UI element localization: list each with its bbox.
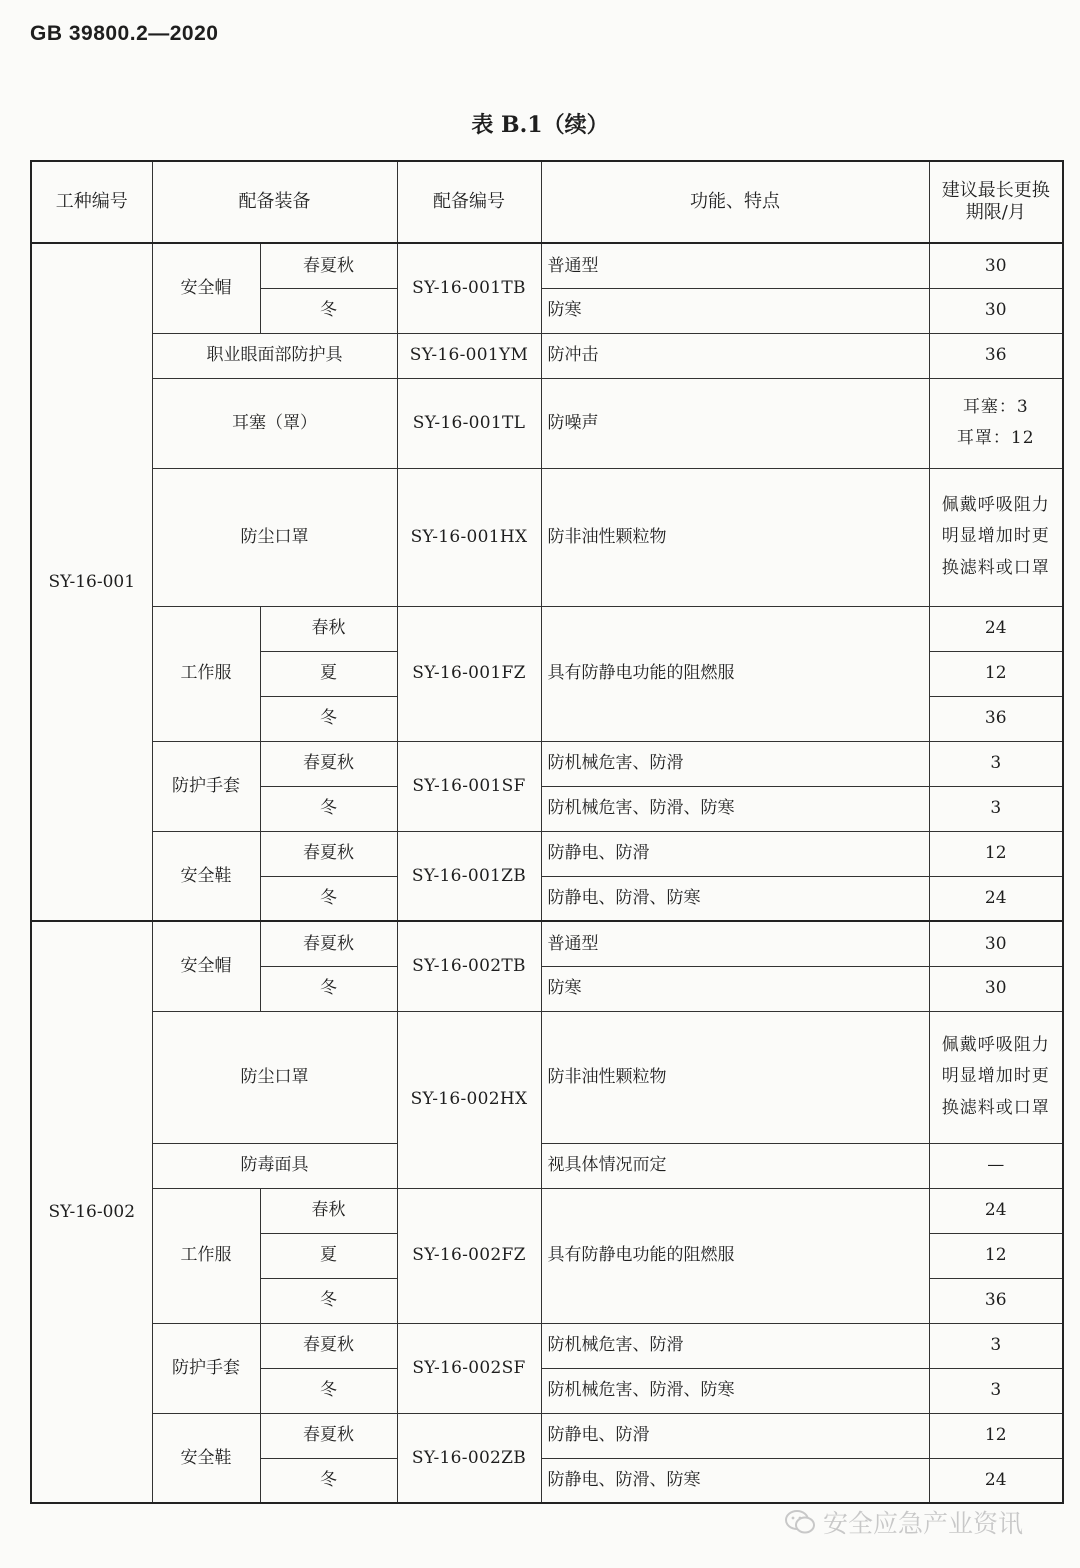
table-row xyxy=(31,333,1063,378)
col-header-equipment: 配备装备 xyxy=(152,161,397,243)
col-header-number: 配备编号 xyxy=(397,161,541,243)
season-cell: 冬 xyxy=(260,288,397,333)
period-cell: 24 xyxy=(929,1188,1063,1233)
equipment-cell: 耳塞（罩） xyxy=(152,378,397,468)
table-title: 表 B.1（续） xyxy=(471,112,609,138)
season-cell: 冬 xyxy=(260,1278,397,1323)
function-cell: 防寒 xyxy=(541,288,929,333)
period-cell: 3 xyxy=(929,741,1063,786)
equipment-cell: 安全鞋 xyxy=(152,831,260,921)
equipment-number-cell: SY-16-001TL xyxy=(397,378,541,468)
function-cell: 防机械危害、防滑 xyxy=(541,741,929,786)
wechat-icon xyxy=(785,1509,815,1535)
period-cell: 30 xyxy=(929,243,1063,288)
season-cell: 春夏秋 xyxy=(260,741,397,786)
season-cell: 夏 xyxy=(260,1233,397,1278)
table-row xyxy=(31,1323,1063,1368)
period-cell: 佩戴呼吸阻力明显增加时更换滤料或口罩 xyxy=(929,1011,1063,1143)
period-cell: 12 xyxy=(929,651,1063,696)
season-cell: 夏 xyxy=(260,651,397,696)
col-header-job-code: 工种编号 xyxy=(31,161,152,243)
season-cell: 冬 xyxy=(260,876,397,921)
period-cell: 3 xyxy=(929,1368,1063,1413)
function-cell: 防机械危害、防滑、防寒 xyxy=(541,1368,929,1413)
period-cell: 30 xyxy=(929,966,1063,1011)
table-row xyxy=(31,831,1063,876)
document-code: GB 39800.2—2020 xyxy=(30,22,219,45)
period-cell: 36 xyxy=(929,1278,1063,1323)
table-row xyxy=(31,1188,1063,1233)
equipment-cell: 工作服 xyxy=(152,606,260,741)
equipment-cell: 防尘口罩 xyxy=(152,1011,397,1143)
equipment-cell: 安全帽 xyxy=(152,921,260,1011)
period-cell: 24 xyxy=(929,606,1063,651)
equipment-number-cell: SY-16-001YM xyxy=(397,333,541,378)
season-cell: 春秋 xyxy=(260,1188,397,1233)
function-cell: 防静电、防滑 xyxy=(541,1413,929,1458)
period-cell: 耳塞：3 耳罩：12 xyxy=(929,378,1063,468)
table-row xyxy=(31,606,1063,651)
period-cell: 36 xyxy=(929,696,1063,741)
function-cell: 具有防静电功能的阻燃服 xyxy=(541,1188,929,1323)
season-cell: 冬 xyxy=(260,696,397,741)
function-cell: 防噪声 xyxy=(541,378,929,468)
table-row xyxy=(31,921,1063,966)
function-cell: 防静电、防滑、防寒 xyxy=(541,1458,929,1503)
function-cell: 防非油性颗粒物 xyxy=(541,1011,929,1143)
equipment-number-cell: SY-16-002HX xyxy=(397,1011,541,1188)
equipment-cell: 职业眼面部防护具 xyxy=(152,333,397,378)
equipment-number-cell: SY-16-001SF xyxy=(397,741,541,831)
equipment-cell: 安全帽 xyxy=(152,243,260,333)
period-cell: 12 xyxy=(929,1413,1063,1458)
equipment-cell: 防毒面具 xyxy=(152,1143,397,1188)
season-cell: 春夏秋 xyxy=(260,1323,397,1368)
function-cell: 防静电、防滑 xyxy=(541,831,929,876)
season-cell: 春夏秋 xyxy=(260,921,397,966)
season-cell: 春秋 xyxy=(260,606,397,651)
table-row xyxy=(31,741,1063,786)
equipment-number-cell: SY-16-001TB xyxy=(397,243,541,333)
function-cell: 防机械危害、防滑、防寒 xyxy=(541,786,929,831)
equipment-number-cell: SY-16-002SF xyxy=(397,1323,541,1413)
period-cell: 12 xyxy=(929,831,1063,876)
watermark-text: 安全应急产业资讯 xyxy=(823,1509,1024,1538)
period-cell: — xyxy=(929,1143,1063,1188)
function-cell: 普通型 xyxy=(541,921,929,966)
table-body xyxy=(31,243,1063,1503)
season-cell: 冬 xyxy=(260,966,397,1011)
period-cell: 佩戴呼吸阻力明显增加时更换滤料或口罩 xyxy=(929,468,1063,606)
period-cell: 3 xyxy=(929,1323,1063,1368)
table-header-row xyxy=(31,161,1063,243)
function-cell: 防静电、防滑、防寒 xyxy=(541,876,929,921)
period-cell: 24 xyxy=(929,876,1063,921)
function-cell: 防寒 xyxy=(541,966,929,1011)
equipment-cell: 防护手套 xyxy=(152,1323,260,1413)
table-row xyxy=(31,468,1063,606)
function-cell: 防非油性颗粒物 xyxy=(541,468,929,606)
table-row xyxy=(31,1011,1063,1143)
equipment-cell: 防护手套 xyxy=(152,741,260,831)
period-cell: 3 xyxy=(929,786,1063,831)
table-row xyxy=(31,1413,1063,1458)
season-cell: 冬 xyxy=(260,1368,397,1413)
job-code-cell: SY-16-002 xyxy=(31,921,152,1503)
function-cell: 防冲击 xyxy=(541,333,929,378)
table-row xyxy=(31,243,1063,288)
equipment-number-cell: SY-16-002FZ xyxy=(397,1188,541,1323)
season-cell: 春夏秋 xyxy=(260,243,397,288)
function-cell: 具有防静电功能的阻燃服 xyxy=(541,606,929,741)
watermark xyxy=(785,1505,1023,1539)
season-cell: 春夏秋 xyxy=(260,1413,397,1458)
season-cell: 冬 xyxy=(260,786,397,831)
col-header-function: 功能、特点 xyxy=(541,161,929,243)
period-cell: 12 xyxy=(929,1233,1063,1278)
equipment-cell: 防尘口罩 xyxy=(152,468,397,606)
season-cell: 冬 xyxy=(260,1458,397,1503)
col-header-period: 建议最长更换期限/月 xyxy=(929,161,1063,243)
table-row xyxy=(31,1143,1063,1188)
table-row xyxy=(31,378,1063,468)
equipment-number-cell: SY-16-001ZB xyxy=(397,831,541,921)
equipment-number-cell: SY-16-002ZB xyxy=(397,1413,541,1503)
function-cell: 普通型 xyxy=(541,243,929,288)
season-cell: 春夏秋 xyxy=(260,831,397,876)
function-cell: 视具体情况而定 xyxy=(541,1143,929,1188)
period-cell: 24 xyxy=(929,1458,1063,1503)
job-code-cell: SY-16-001 xyxy=(31,243,152,921)
ppe-table xyxy=(30,160,1064,1504)
equipment-cell: 安全鞋 xyxy=(152,1413,260,1503)
period-cell: 30 xyxy=(929,921,1063,966)
period-cell: 36 xyxy=(929,333,1063,378)
equipment-number-cell: SY-16-002TB xyxy=(397,921,541,1011)
equipment-number-cell: SY-16-001FZ xyxy=(397,606,541,741)
function-cell: 防机械危害、防滑 xyxy=(541,1323,929,1368)
equipment-number-cell: SY-16-001HX xyxy=(397,468,541,606)
period-cell: 30 xyxy=(929,288,1063,333)
equipment-cell: 工作服 xyxy=(152,1188,260,1323)
